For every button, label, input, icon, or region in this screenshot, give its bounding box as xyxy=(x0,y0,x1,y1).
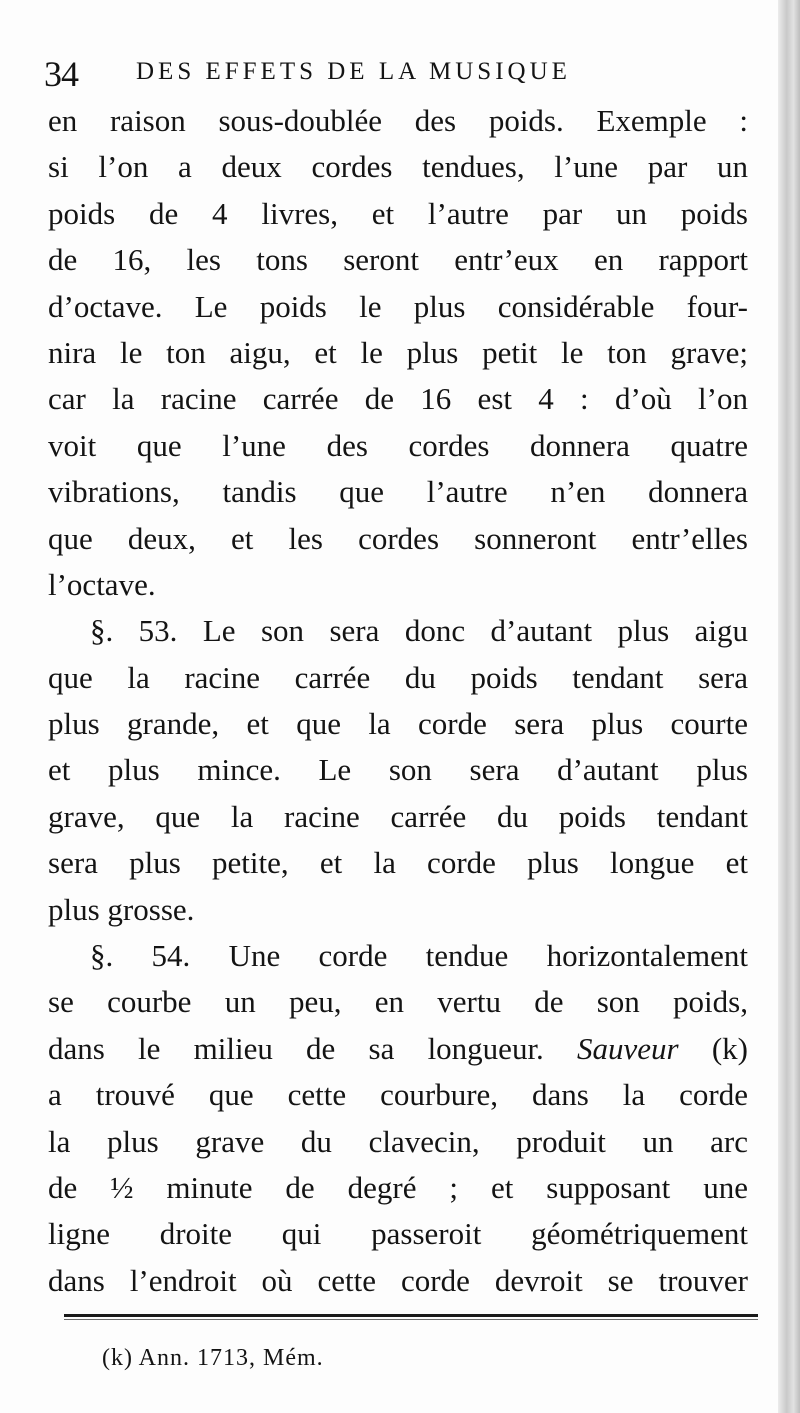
text-line: et plus mince. Le son sera d’autant plus xyxy=(48,752,748,788)
text-line: d’octave. Le poids le plus considérable four- xyxy=(48,288,748,324)
text-line: grave, que la racine carrée du poids tendant xyxy=(48,798,748,834)
text-line: de 16, les tons seront entr’eux en rapport xyxy=(48,242,748,278)
text-line: que deux, et les cordes sonneront entr’elles xyxy=(48,520,748,556)
text-line: voit que l’une des cordes donnera quatre xyxy=(48,427,748,463)
text-line: que la racine carrée du poids tendant sera xyxy=(48,659,748,695)
text-line: car la racine carrée de 16 est 4 : d’où l’on xyxy=(48,381,748,417)
footnote: (k) Ann. 1713, Mém. xyxy=(102,1345,324,1371)
page-edge-shadow xyxy=(778,0,800,1413)
text-line: l’octave. xyxy=(48,566,156,602)
text-line: de ½ minute de degré ; et supposant une xyxy=(48,1169,748,1205)
text-line: en raison sous-doublée des poids. Exemple : xyxy=(48,103,748,138)
text-line: se courbe un peu, en vertu de son poids, xyxy=(48,984,748,1020)
text-line: ligne droite qui passeroit géométriquement xyxy=(48,1216,748,1252)
footnote-reference: (k) xyxy=(711,1030,748,1066)
page-number: 34 xyxy=(44,54,78,94)
text-line-with-italic xyxy=(48,1026,748,1072)
text-line: plus grosse. xyxy=(48,891,195,927)
text-line: plus grande, et que la corde sera plus courte xyxy=(48,706,748,742)
page-header xyxy=(44,52,744,96)
text-line: a trouvé que cette courbure, dans la corde xyxy=(48,1077,748,1113)
text-line: dans l’endroit où cette corde devroit se trouver xyxy=(48,1262,748,1298)
text-line: poids de 4 livres, et l’autre par un poids xyxy=(48,195,748,231)
paragraph-53-start: §. 53. Le son sera donc d’autant plus aigu xyxy=(90,613,748,649)
text-line: la plus grave du clavecin, produit un arc xyxy=(48,1123,748,1159)
text-line: si l’on a deux cordes tendues, l’une par un xyxy=(48,149,748,185)
italic-name: Sauveur xyxy=(577,1030,679,1066)
text-line: nira le ton aigu, et le plus petit le ton grave; xyxy=(48,334,748,370)
body-text xyxy=(48,98,748,1304)
running-title: DES EFFETS DE LA MUSIQUE xyxy=(136,58,571,85)
text-line: vibrations, tandis que l’autre n’en donnera xyxy=(48,474,748,510)
text-segment: dans le milieu de sa longueur. xyxy=(48,1030,544,1066)
footnote-separator-rule-thin xyxy=(64,1319,758,1320)
text-line: sera plus petite, et la corde plus longue et xyxy=(48,845,748,881)
footnote-separator-rule xyxy=(64,1314,758,1317)
paragraph-54-start: §. 54. Une corde tendue horizontalement xyxy=(90,938,748,974)
